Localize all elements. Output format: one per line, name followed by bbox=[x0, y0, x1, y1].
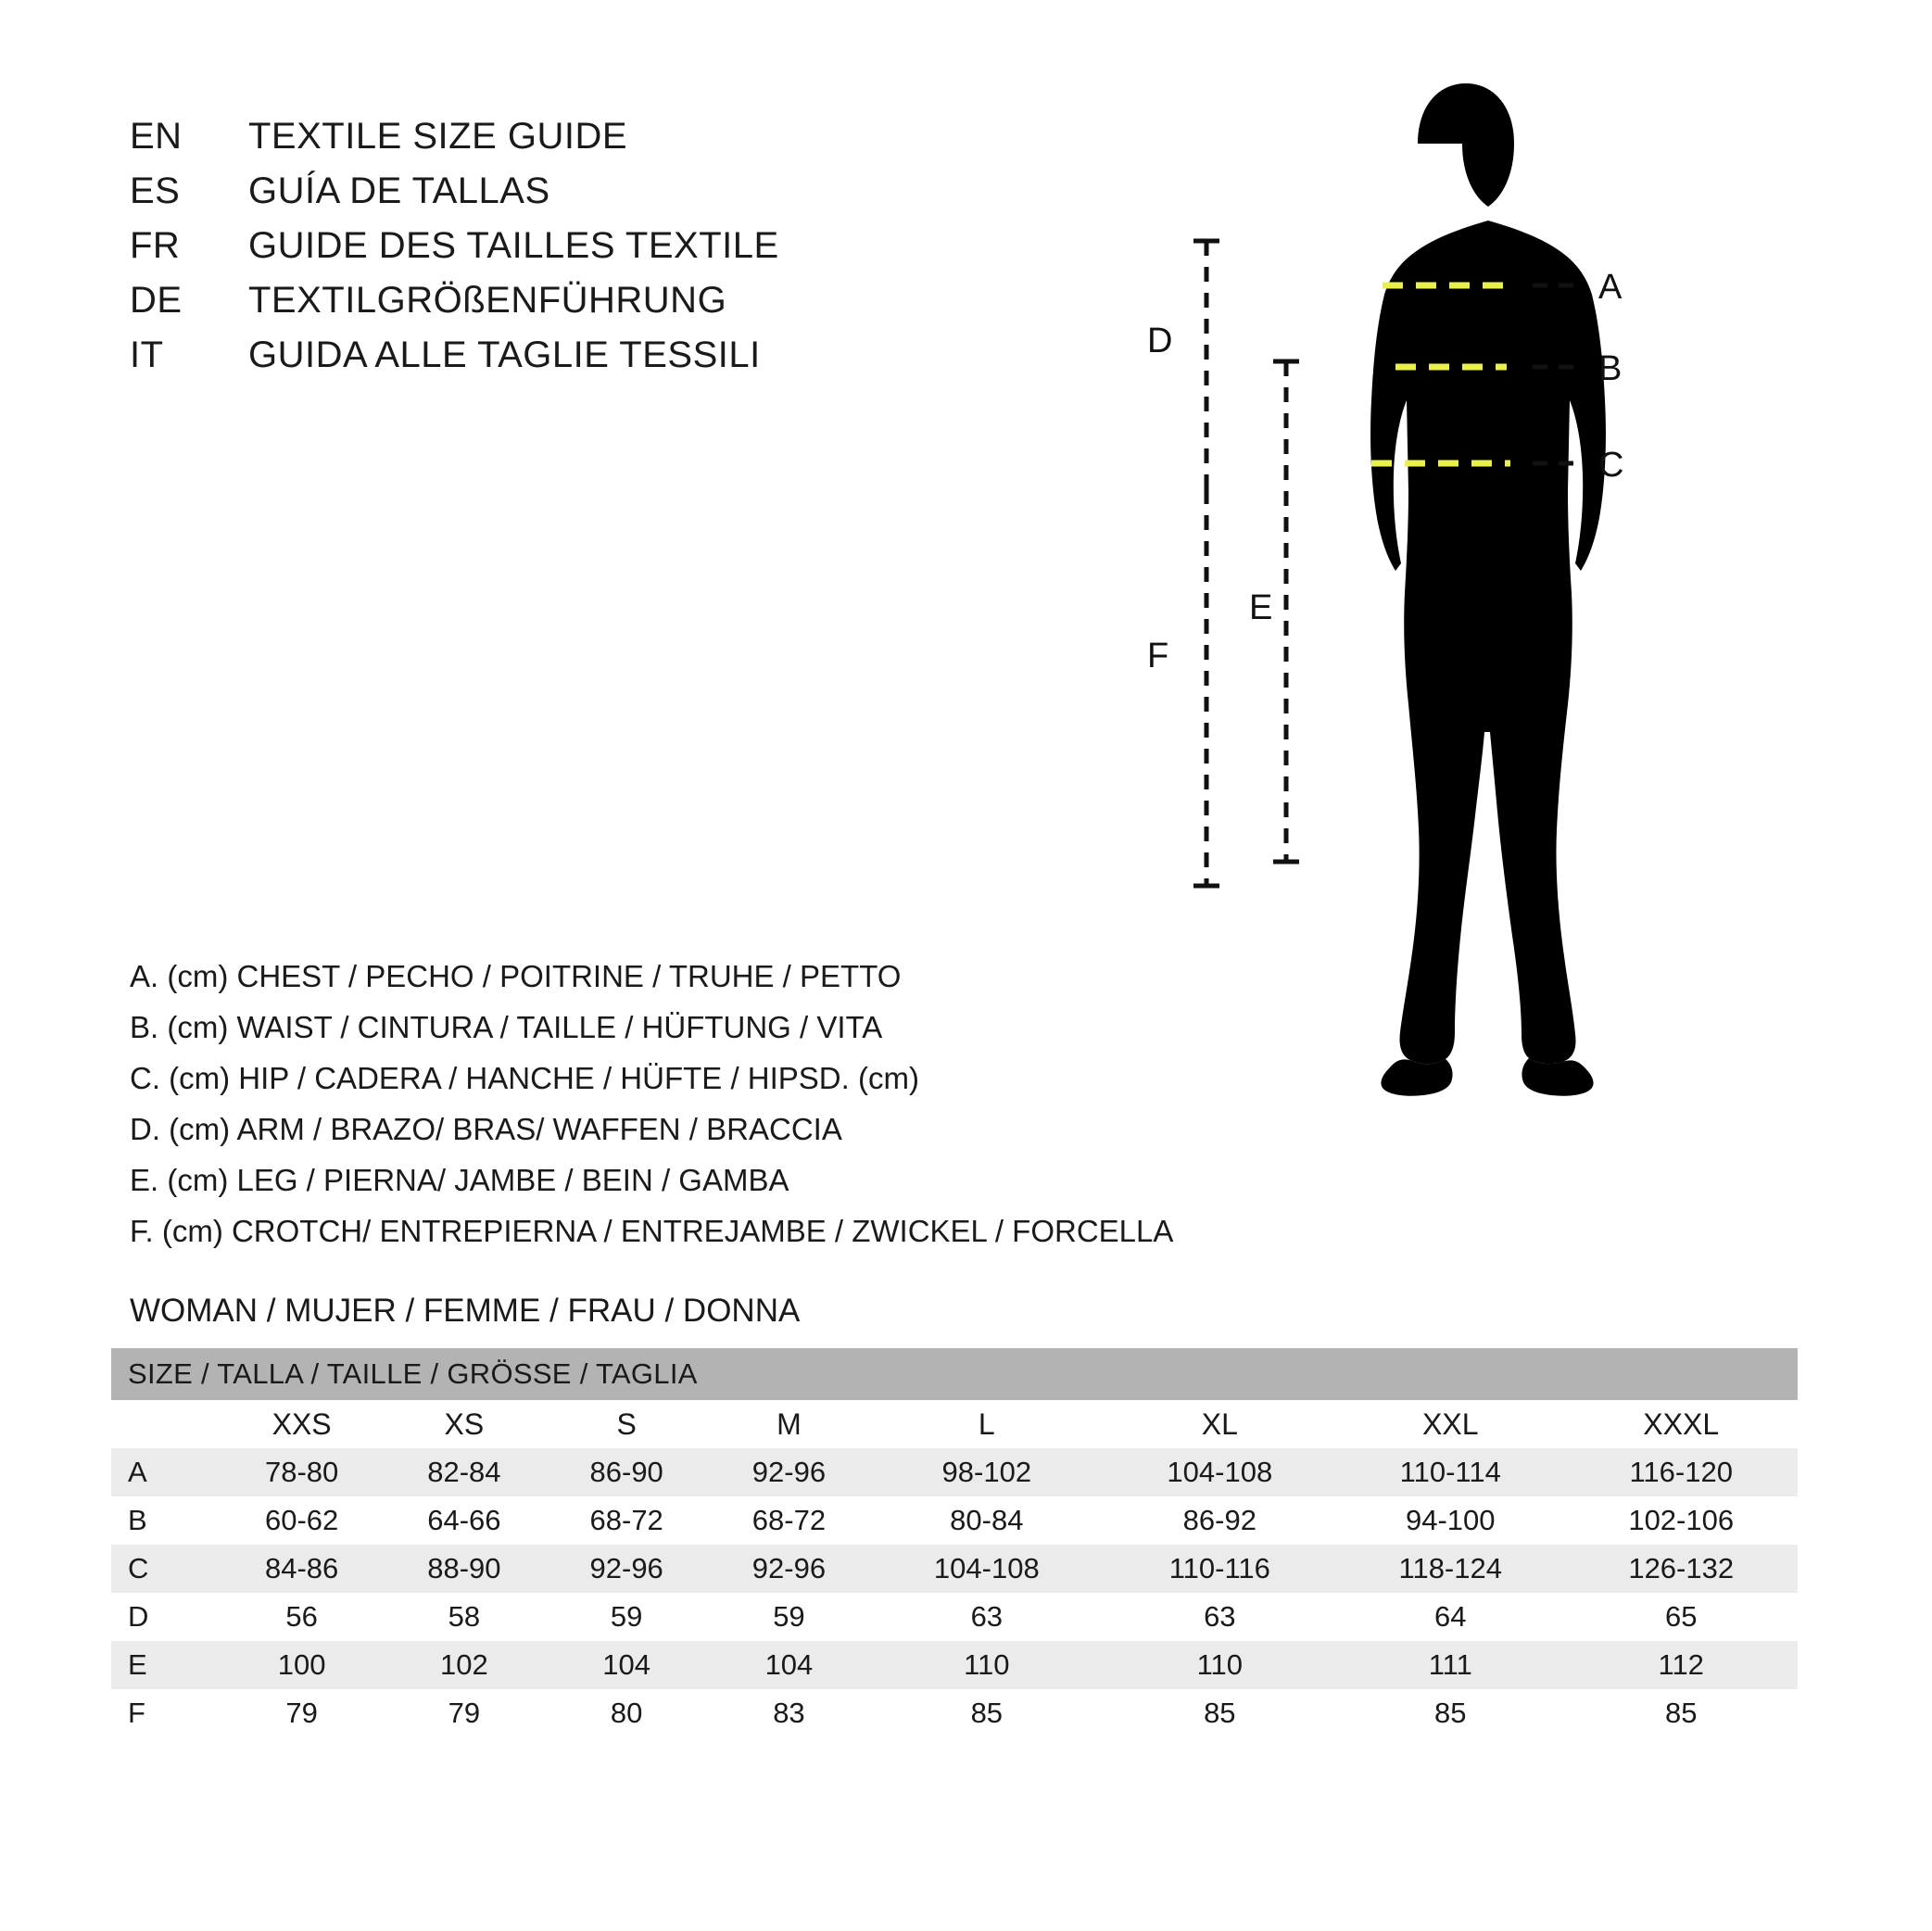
cell-f-xxxl: 85 bbox=[1664, 1697, 1698, 1729]
cell-f-xs: 79 bbox=[448, 1697, 481, 1729]
cell-d-m: 59 bbox=[773, 1600, 805, 1633]
cell-c-xxl: 118-124 bbox=[1336, 1545, 1564, 1593]
column-header-m: M bbox=[777, 1407, 802, 1441]
size-table bbox=[111, 1348, 1798, 1737]
silhouette-foot-right bbox=[1522, 1058, 1593, 1096]
cell-f-xxs: 79 bbox=[285, 1697, 318, 1729]
dimension-label-e: E bbox=[1249, 588, 1273, 627]
row-label-c: C bbox=[111, 1545, 221, 1593]
cell-f-m: 83 bbox=[773, 1697, 805, 1729]
cell-c-s: 92-96 bbox=[546, 1545, 708, 1593]
cell-b-xxl: 94-100 bbox=[1405, 1504, 1496, 1536]
cell-d-s: 59 bbox=[610, 1600, 643, 1633]
language-code: ES bbox=[130, 170, 181, 211]
cell-f-xxl: 85 bbox=[1434, 1697, 1467, 1729]
column-header-xxxl: XXXL bbox=[1643, 1407, 1720, 1441]
legend-item-c: C. (cm) HIP / CADERA / HANCHE / HÜFTE / HIPSD. (cm) bbox=[130, 1061, 919, 1095]
table-row bbox=[111, 1496, 1798, 1545]
cell-e-xxxl: 112 bbox=[1564, 1641, 1798, 1689]
table-row bbox=[111, 1593, 1798, 1641]
dimension-label-f: F bbox=[1147, 637, 1169, 675]
marker-label-c: C bbox=[1598, 446, 1624, 485]
table-row bbox=[111, 1448, 1798, 1496]
legend-item-b: B. (cm) WAIST / CINTURA / TAILLE / HÜFTUNG / VITA bbox=[130, 1010, 883, 1044]
cell-b-xxxl: 102-106 bbox=[1628, 1504, 1735, 1536]
cell-d-xl: 63 bbox=[1204, 1600, 1236, 1633]
row-label-d: D bbox=[128, 1600, 149, 1633]
table-row bbox=[111, 1689, 1798, 1737]
title-row bbox=[130, 170, 964, 212]
title-row bbox=[130, 225, 964, 267]
language-title: TEXTILGRÖßENFÜHRUNG bbox=[248, 280, 727, 321]
cell-a-m: 92-96 bbox=[708, 1448, 870, 1496]
column-header-l: L bbox=[978, 1407, 995, 1441]
cell-e-xxs: 100 bbox=[221, 1641, 383, 1689]
cell-c-m: 92-96 bbox=[708, 1545, 870, 1593]
cell-e-xxl: 111 bbox=[1336, 1641, 1564, 1689]
language-title: GUÍA DE TALLAS bbox=[248, 170, 550, 211]
cell-c-xl: 110-116 bbox=[1104, 1545, 1337, 1593]
cell-d-xxl: 64 bbox=[1434, 1600, 1467, 1633]
marker-label-b: B bbox=[1598, 349, 1623, 388]
silhouette-foot-left bbox=[1381, 1059, 1452, 1096]
cell-f-xl: 85 bbox=[1204, 1697, 1236, 1729]
cell-d-xxs: 56 bbox=[285, 1600, 318, 1633]
title-row bbox=[130, 280, 964, 322]
woman-silhouette bbox=[1370, 83, 1606, 1096]
row-label-e: E bbox=[111, 1641, 221, 1689]
table-row bbox=[111, 1641, 1798, 1689]
legend-item-e: E. (cm) LEG / PIERNA/ JAMBE / BEIN / GAMBA bbox=[130, 1163, 789, 1197]
cell-d-xxxl: 65 bbox=[1664, 1600, 1698, 1633]
cell-e-s: 104 bbox=[546, 1641, 708, 1689]
cell-a-xs: 82-84 bbox=[383, 1448, 545, 1496]
dimension-label-d: D bbox=[1147, 322, 1173, 360]
column-header-s: S bbox=[616, 1407, 637, 1441]
cell-a-xxl: 110-114 bbox=[1336, 1448, 1564, 1496]
column-header-xxl: XXL bbox=[1422, 1407, 1479, 1441]
legend-item-a: A. (cm) CHEST / PECHO / POITRINE / TRUHE / PETTO bbox=[130, 959, 902, 993]
table-band-header-row bbox=[111, 1348, 1798, 1400]
header-corner bbox=[111, 1400, 221, 1448]
language-code: EN bbox=[130, 116, 183, 157]
cell-b-l: 80-84 bbox=[950, 1504, 1024, 1536]
cell-c-xxs: 84-86 bbox=[221, 1545, 383, 1593]
size-band-header: SIZE / TALLA / TAILLE / GRÖSSE / TAGLIA bbox=[111, 1348, 1798, 1400]
cell-c-l: 104-108 bbox=[870, 1545, 1104, 1593]
cell-a-s: 86-90 bbox=[546, 1448, 708, 1496]
cell-d-l: 63 bbox=[970, 1600, 1004, 1633]
legend-item-f: F. (cm) CROTCH/ ENTREPIERNA / ENTREJAMBE / ZWICKEL / FORCELLA bbox=[130, 1214, 1174, 1248]
cell-b-xxs: 60-62 bbox=[264, 1504, 339, 1536]
cell-b-xs: 64-66 bbox=[427, 1504, 501, 1536]
cell-a-l: 98-102 bbox=[870, 1448, 1104, 1496]
table-row bbox=[111, 1545, 1798, 1593]
title-row bbox=[130, 334, 964, 376]
cell-e-xs: 102 bbox=[383, 1641, 545, 1689]
language-title-block bbox=[130, 116, 964, 389]
language-title: GUIDA ALLE TAGLIE TESSILI bbox=[248, 334, 761, 375]
cell-b-xl: 86-92 bbox=[1182, 1504, 1256, 1536]
column-header-xs: XS bbox=[444, 1407, 485, 1441]
cell-e-l: 110 bbox=[870, 1641, 1104, 1689]
cell-a-xxs: 78-80 bbox=[221, 1448, 383, 1496]
cell-e-m: 104 bbox=[708, 1641, 870, 1689]
row-label-f: F bbox=[128, 1697, 145, 1729]
column-header-xxs: XXS bbox=[271, 1407, 332, 1441]
group-label: WOMAN / MUJER / FEMME / FRAU / DONNA bbox=[130, 1293, 801, 1329]
silhouette-body bbox=[1370, 83, 1606, 1064]
cell-d-xs: 58 bbox=[448, 1600, 481, 1633]
row-label-a: A bbox=[111, 1448, 221, 1496]
language-code: IT bbox=[130, 334, 164, 375]
language-code: FR bbox=[130, 225, 181, 266]
cell-e-xl: 110 bbox=[1104, 1641, 1337, 1689]
title-row bbox=[130, 116, 964, 158]
language-title: GUIDE DES TAILLES TEXTILE bbox=[248, 225, 779, 266]
measurement-legend bbox=[130, 959, 1242, 1265]
cell-b-s: 68-72 bbox=[589, 1504, 663, 1536]
column-header-xl: XL bbox=[1201, 1407, 1238, 1441]
table-header-row bbox=[111, 1400, 1798, 1448]
body-measurement-diagram bbox=[1140, 56, 1881, 1195]
cell-c-xxxl: 126-132 bbox=[1564, 1545, 1798, 1593]
cell-f-s: 80 bbox=[610, 1697, 643, 1729]
cell-b-m: 68-72 bbox=[751, 1504, 827, 1536]
row-label-b: B bbox=[128, 1504, 147, 1536]
cell-c-xs: 88-90 bbox=[383, 1545, 545, 1593]
language-code: DE bbox=[130, 280, 183, 321]
legend-item-d: D. (cm) ARM / BRAZO/ BRAS/ WAFFEN / BRACCIA bbox=[130, 1112, 842, 1146]
language-title: TEXTILE SIZE GUIDE bbox=[248, 116, 628, 157]
marker-label-a: A bbox=[1598, 268, 1623, 307]
cell-a-xl: 104-108 bbox=[1104, 1448, 1337, 1496]
cell-a-xxxl: 116-120 bbox=[1564, 1448, 1798, 1496]
cell-f-l: 85 bbox=[970, 1697, 1004, 1729]
